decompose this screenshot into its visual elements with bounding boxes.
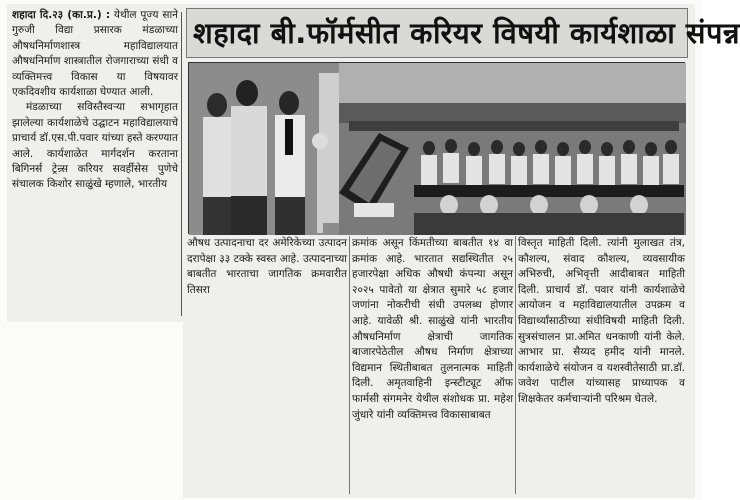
column-rule [181,12,182,316]
second-paragraph: मंडळाच्या सविस्तैस्वऱ्या सभागृहात झालेल्या कार्यशाळेचे उद्घाटन महाविद्यालयाचे प्राचार्य डॉ.एस.पी.पवार यांच्या हस्ते करण्यात आले. कार्यशाळेत मार्गदर्शन करताना बिगिनर्स ट्रेन्र्स करियर सवर्हीसेस पुणेचे संचालक किशोर साळुंखे म्हणाले, भारतीय [12,101,178,191]
photo-illustration [189,63,686,235]
column-1-text: औषध उत्पादनाचा दर अमेरिकेच्या उत्पादन दरापेक्षा ३३ टक्के स्वस्त आहे. उत्पादनाच्या बाबतीत भारताचा जागतिक क्रमवारीत तिसरा [187,237,347,296]
lead-text: येथील पूज्य साने गुरुजी विद्या प्रसारक मंडळाच्या औषधनिर्माणशास्त्र महाविद्यालयात औषधनिर्माण शास्त्रातील रोजगाराच्या संधी व व्यक्तिमत्त्व विकास या विषयावर एकदिवशीय कार्यशाळा घेण्यात आली. [12,9,178,99]
dateline: शहादा दि.२३ (का.प्र.) : [12,9,111,21]
column-separator [515,236,516,494]
column-2 [352,236,513,423]
event-photo [188,62,685,234]
column-3-text: विस्तृत माहिती दिली. त्यांनी मुलाखत तंत्र, कौशल्य, संवाद कौशल्य, व्यवसायीक अभिरुची, अभिवृत्ती आदीबाबत माहिती दिली. प्राचार्य डॉ. पवार यांनी कार्यशाळेचे आयोजन व महाविद्यालयातील उपक्रम व विद्यार्थ्यांसाठीच्या संधीविषयी माहिती दिली. सुत्रसंचालन प्रा.अमित धनकाणी यांनी केले. आभार प्रा. सैय्यद हमीद यांनी मानले. कार्यशाळेचे संयोजन व यशस्वीतेसाठी प्रा.डॉ. जवेश पाटील यांच्यासह प्राध्यापक व शिक्षकेतर कर्मचाऱ्यांनी परिश्रम घेतले. [518,237,685,405]
column-separator [349,236,350,494]
column-1 [187,236,347,298]
headline-box [186,8,740,58]
lead-paragraph [12,8,178,100]
headline: शहादा बी.फॉर्मसीत करियर विषयी कार्यशाळा संपन्न [193,16,740,50]
column-2-text: क्रमांक असून किंमतीच्या बाबतीत १४ वा क्रमांक आहे. भारतात सद्यस्थितीत २५ हजारपेक्षा अधिक औषधी कंपन्या असून २०२५ पावेतो या क्षेत्रात सुमारे ५८ हजार जणांना नोकरीची संधी उपलब्ध होणार आहे. यावेळी श्री. साळुंखे यांनी भारतीय औषधनिर्माण क्षेत्राची जागतिक बाजारपेठेतील औषध निर्माण क्षेत्राच्या विद्यमान स्थितीबाबत तुलनात्मक माहिती दिली. अमृतवाहिनी इन्स्टीट्यूट ऑफ फार्मसी संगमनेर येथील संशोधक प्रा. महेश जुंधारे यांनी व्यक्तिमत्त्व विकासाबाबत [352,237,513,421]
column-3 [518,236,685,408]
left-column-text [12,8,178,193]
